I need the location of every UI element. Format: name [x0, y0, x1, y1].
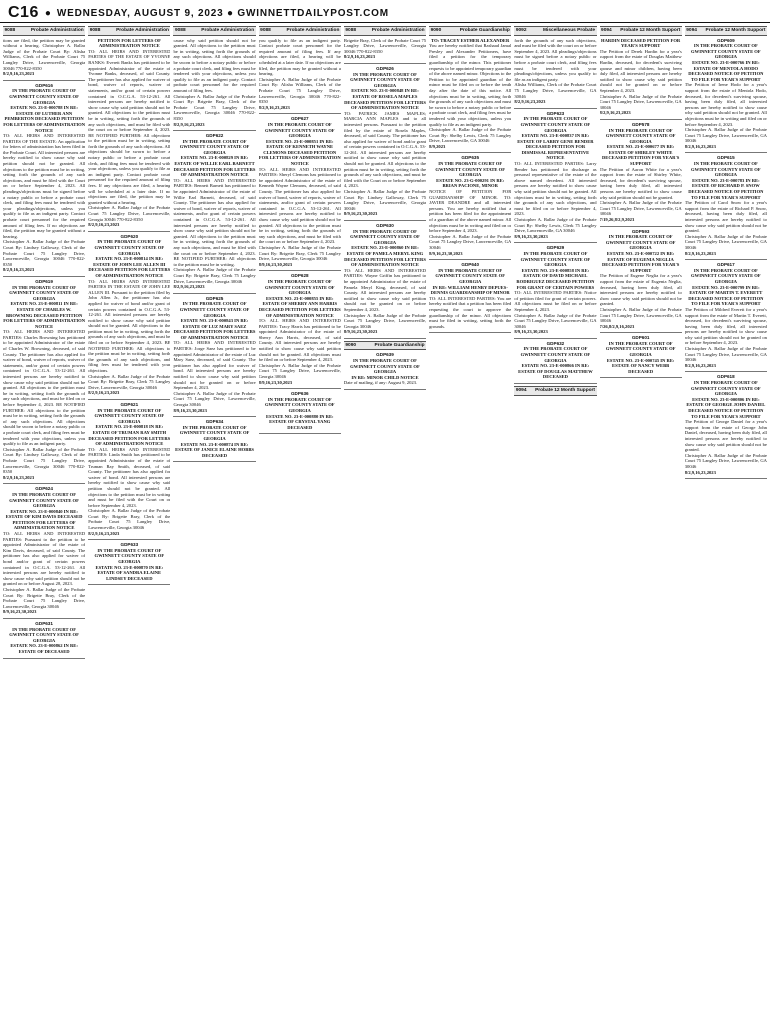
publication-dates: 8/2,9,16,23,2023 — [88, 530, 120, 536]
divider — [344, 338, 426, 339]
divider — [514, 242, 596, 243]
publication-dates: 8/9,16,23,30,2023 — [514, 329, 548, 335]
notice-code: GDP621 — [120, 402, 139, 407]
masthead — [0, 0, 770, 23]
publication-dates: 8/2,9,16,23,2023 — [258, 104, 290, 110]
legal-notice — [3, 621, 85, 655]
notice-code: GDP639 — [376, 352, 394, 358]
legal-notice — [344, 38, 426, 60]
column-9 — [685, 26, 767, 1026]
notice-body: The Petition of George Daniel for a year's support from the estate of George John Daniel, deceased, having been duly filed, all interested persons are hereby notified to show cause why said petition should not be granted. — [684, 419, 767, 453]
publication-dates: 8/2,9,16,23,2023 — [684, 362, 716, 368]
court-name: IN THE PROBATE COURT OF GWINNETT COUNTY STATE OF GEORGIA — [264, 278, 335, 296]
section-header — [514, 386, 596, 396]
notice-heading: ESTATE NO. 23-E-000866 IN RE: ESTATE OF DOUGLAS MATTHEW DECEASED — [518, 363, 593, 380]
notice-signature: Christopher A. Ballar Judge of the Probate Court 75 Langley Drive, Lawrenceville, Georgia 30046 — [258, 362, 341, 380]
divider — [3, 80, 85, 81]
notice-heading: ESTATE NO. 23-E-000745 IN RE: ESTATE OF NANCY WEBB DECEASED — [606, 357, 675, 374]
notice-signature: Christopher A. Ballar Judge of the Probate Court By: Shelby Lewis, Clerk 75 Langley Drive, Lawrenceville, GA 30046 — [514, 217, 597, 234]
section-code: 9088 — [4, 28, 16, 33]
court-name: IN THE PROBATE COURT OF GWINNETT COUNTY STATE OF GEORGIA — [179, 138, 250, 155]
notice-code: GDP620 — [120, 233, 139, 239]
divider — [3, 483, 85, 484]
divider — [514, 108, 596, 109]
notice-code: GDP626 — [376, 65, 394, 71]
publication-dates: 8/2,9,16,23,2023 — [3, 71, 35, 77]
notice-signature: Christopher A. Ballar Judge of the Probate Court 75 Langley Drive, Lawrenceville, GA 30046 — [684, 346, 767, 363]
notice-signature: Christopher A. Ballar Judge of the Probate Court By: Alisha Williams, Clerk of the Probate Court 75 Langley Drive, Lawrenceville, Georgia 30046 770-822-8350 — [258, 76, 341, 105]
notice-body: TO: ALL HEIRS AND INTERESTED PARTIES: Wayne Griffin has petitioned to be appointed Administrator of the estate of Pamela Meryl King, deceased, of said County. All interested persons are hereby notified to show cause why said petition should not be granted on or before September 4, 2023. — [343, 267, 427, 312]
publication-dates: 8/9,16,23,30,2023 — [258, 261, 293, 267]
divider — [88, 231, 170, 232]
divider — [88, 584, 170, 585]
legal-notice — [600, 229, 682, 330]
section-title: Probate Guardianship — [374, 342, 425, 348]
legal-notice — [514, 38, 596, 105]
notice-code: GDP618 — [717, 374, 735, 380]
notice-signature: Christopher A. Ballar Judge of the Probate Court 75 Langley Drive, Lawrenceville, Georgia 30046 — [173, 390, 256, 407]
legal-notice — [3, 486, 85, 615]
divider — [685, 478, 767, 479]
notice-signature: Christopher A. Ballar Judge of the Probate Court 75 Langley Drive, Lawrenceville, GA 30046 — [684, 233, 767, 250]
notice-heading: ESTATE NO. 23-E-000860 IN RE: ESTATE OF PAMELA MERYL KING DECEASED PETITION FOR LETTERS OF ADMINISTRATION NOTICE — [344, 245, 426, 268]
divider — [88, 539, 170, 540]
notice-heading: IN RE: WILLIAM HENRY DEPUES-DENNIS GUARDIANSHIP OF MINOR — [430, 284, 510, 296]
notice-code: GDP601 — [631, 335, 650, 341]
notice-heading: ESTATE NO. 23-E-000870 IN RE: ESTATE OF SANDRA ELAINE LINDSEY DECEASED — [95, 564, 164, 581]
publication-dates: 7/26,8/2,9,16,2023 — [599, 323, 635, 329]
section-title: Probate Administration — [116, 28, 169, 33]
notice-code: GDP619 — [35, 278, 53, 284]
publication-dates: 8/2,9,16,23,2023 — [684, 250, 716, 256]
notice-signature: Christopher A. Ballar Judge of the Probate Court By: Brigette Bray, Clerk of the Probate Court 75 Langley Drive, Lawrenceville, Georgia 30046 — [3, 587, 86, 609]
notice-code: GDP593 — [631, 228, 650, 234]
publication-dates: 8/9,16,23,30,2023 — [173, 407, 207, 413]
section-header — [685, 26, 767, 36]
notice-signature: Christopher A. Ballar Judge of the Probate Court By: Brigette Bray, Clerk 75 Langley Drive, Lawrenceville, Georgia 30046 — [173, 267, 256, 284]
legal-notice — [259, 116, 341, 267]
divider — [685, 152, 767, 153]
column-1 — [3, 26, 85, 1026]
notice-signature: Christopher A. Ballar Judge of the Probate Court By: Shelby Lewis, Clerk 75 Langley Drive, Lawrenceville, GA 30046 — [429, 127, 512, 144]
court-name: IN THE PROBATE COURT OF GWINNETT COUNTY STATE OF GEORGIA — [9, 88, 79, 105]
notice-code: GDP578 — [631, 121, 650, 127]
section-code: 9094 — [515, 388, 527, 394]
notice-code: GDP622 — [205, 133, 224, 139]
divider — [3, 276, 85, 277]
legal-notice — [429, 262, 511, 329]
section-code: 9088 — [345, 28, 357, 33]
section-code: 9092 — [515, 28, 527, 33]
notice-body: TO: ALL HEIRS AND INTERESTED PARTIES: Sheryl Clemons has petitioned to be appointed Administrator of the estate of Kenneth Wayne Clemons, deceased, of said County. The petitioner has also applied for waiver of bond, waiver of reports, waiver of statements, and/or grant of certain powers contained in O.C.G.A. 53-12-261. All interested persons are hereby notified to show cause why said petition should not be granted. All objections to the petition must be in writing, setting forth the grounds of any such objections, and must be filed with the court on or before September 4, 2023. — [258, 166, 341, 245]
notice-signature: Christopher A. Ballar Judge of the Probate Court By: Lindsey Galloway, Clerk 75 Langley Drive, Lawrenceville, Georgia 30046 — [343, 189, 427, 211]
notice-code: GDP635 — [461, 155, 480, 161]
notice-heading: ESTATE NO. 23-E-000880 IN RE: ESTATE OF CRYSTAL YANG DECEASED — [265, 413, 334, 430]
legal-notice — [429, 38, 511, 150]
notice-signature: Christopher A. Ballar Judge of the Probate Court 75 Langley Drive, Lawrenceville, GA 30046 — [599, 93, 682, 110]
notice-code: GDP616 — [35, 82, 53, 88]
section-title: Probate 12 Month Support — [705, 28, 766, 33]
notice-heading: ESTATE NO. 23-E-000766 IN RE: ESTATE OF MENTOLA HODO DECEASED NOTICE OF PETITION TO FILE FOR YEAR'S SUPPORT — [688, 59, 764, 82]
notice-heading: ESTATE NO. 23-G-000291 IN RE: BRIAN PACIONE, MINOR — [436, 177, 505, 189]
notice-heading: ESTATE NO. 23-E-000858 IN RE: ESTATE OF DAVID MICHAEL RODRIGUEZ DECEASED PETITION FOR GRANT OF CERTAIN POWERS — [516, 267, 595, 290]
legal-notice — [514, 341, 596, 380]
section-title: Probate 12 Month Support — [620, 28, 681, 33]
legal-notice — [3, 83, 85, 273]
legal-notice — [600, 38, 682, 116]
notice-body: TO: ALL HEIRS AND INTERESTED PARTIES: Jorge Saez has petitioned to be appointed Administrator of the estate of Luz Mary Saez, deceased, of said County. The petitioner has also applied for waiver of bond. All interested persons are hereby notified to show cause why said petition should not be granted on or before September 4, 2023. — [173, 340, 256, 391]
court-name: IN THE PROBATE COURT OF GWINNETT COUNTY STATE OF GEORGIA — [9, 626, 79, 643]
section-code: 9088 — [260, 28, 271, 33]
notice-heading: ESTATE NO. 23-E-000837 IN RE: ESTATE OF LARRY GENE BENDER DECEASED PETITION FOR DISMISSAL REPRESENTATIVE NOTICE — [517, 133, 594, 161]
notice-code: GDP636 — [290, 391, 309, 397]
notice-signature: Christopher A. Ballar Judge of the Probate Court By: Lindsey Galloway, Clerk of the Probate Court 75 Langley Drive, Lawrenceville, Georgia 30046 770-822-8350 — [3, 446, 86, 475]
court-name: IN THE PROBATE COURT OF GWINNETT COUNTY STATE OF GEORGIA — [691, 267, 761, 284]
publication-dates: 8/9,16,23,30,2023 — [3, 609, 37, 615]
legal-notice — [88, 234, 170, 396]
notice-body: The Petition of Derek Hardin for a year's support from the estate of Douglas Matthew Hardin, deceased, for decedent's surviving spouse and minor children, having been duly filed, all interested persons are hereby notified to show cause why said petition should not be granted on or before September 4, 2023. — [599, 48, 682, 93]
legal-notice — [3, 38, 85, 77]
notice-body: The Petition of Carol Snow for a year's support from the estate of Richard P. Snow, deceased, having been duly filed, all interested persons are hereby notified to show cause why said petition should not be granted. — [684, 200, 767, 234]
notice-heading: ESTATE NO. 23-E-000829 IN RE: ESTATE OF WILLIE EARL BARNETT DECEASED PETITION FOR LETTERS OF ADMINISTRATION NOTICE — [173, 155, 256, 178]
publication-dates: 8/2,9,16,23,2023 — [88, 222, 120, 228]
notice-body: tions are filed, the petition may be granted without a hearing. Christopher A. Ballar Judge of the Probate Court By: Alisha Williams, Clerk of the Probate Court 75 Langley Drive, Lawrenceville, Georgia 30046 770-822-8350 — [3, 37, 86, 71]
notice-body: TO: ALL INTERESTED PARTIES: Larry Bender has petitioned for discharge as personal representative of the estate of the above named decedent. All interested persons are hereby notified to show cause why said petition should not be granted. All objections must be in writing, setting forth the grounds of any such objections, and must be filed on or before September 4, 2023. — [514, 161, 597, 217]
court-name: IN THE PROBATE COURT OF GWINNETT COUNTY STATE OF GEORGIA — [520, 116, 591, 133]
notice-code: GDP633 — [120, 542, 139, 548]
court-name: IN THE PROBATE COURT OF GWINNETT COUNTY STATE OF GEORGIA — [9, 284, 79, 301]
court-name: IN THE PROBATE COURT OF GWINNETT COUNTY STATE OF GEORGIA — [94, 547, 165, 565]
divider — [3, 618, 85, 619]
section-code: 9088 — [174, 28, 186, 33]
notice-code: GDP617 — [717, 262, 735, 268]
notice-signature: Christopher A. Ballar Judge of the Probate Court 75 Langley Drive, Lawrenceville, Georgia 30046 770-822-8350 — [88, 205, 171, 222]
publication-dates: 8/2,9,16,23,2023 — [514, 99, 546, 105]
divider — [429, 152, 511, 153]
notice-body: TO: ALL HEIRS AND INTERESTED PARTIES: Pursuant to the petition to be appointed Administrator of the estate of Kim Davis, deceased, of said County. The petitioner has also applied for waiver of bond and/or grant of certain powers contained in O.C.G.A. 53-12-261. All interested persons are hereby notified to show cause why said petition should not be granted on or before August 28, 2023. — [3, 531, 86, 587]
court-name: IN THE PROBATE COURT OF GWINNETT COUNTY STATE OF GEORGIA — [179, 301, 250, 318]
notice-body: you qualify to file as an indigent party. Contact probate court personnel for the required amount of filing fees. If any objections are filed, a hearing will be scheduled at a later date. If no objections are filed, the petition may be granted without a hearing. — [258, 37, 341, 77]
legal-notice — [344, 66, 426, 217]
publication-dates: 8/2,9,16,23,2023 — [343, 54, 376, 60]
divider — [600, 226, 682, 227]
notice-heading: IN RE: MINOR CHILD NOTICE — [351, 374, 419, 380]
notice-body: Date of mailing, if any: August 9, 2023. — [343, 380, 418, 386]
notice-heading: ESTATE NO. 23-E-000811 IN RE: ESTATE OF CHARLES W. BROWNING DECEASED PETITION FOR LETTERS OF ADMINISTRATION NOTICE — [3, 301, 86, 329]
court-name: IN THE PROBATE COURT OF GWINNETT COUNTY STATE OF GEORGIA — [691, 380, 761, 397]
divider — [173, 130, 255, 131]
divider — [259, 433, 341, 434]
section-header — [173, 26, 255, 36]
notice-code: GDP625 — [205, 295, 224, 301]
divider — [259, 270, 341, 271]
publication-dates: 8/2,9,16,23,2023 — [173, 121, 205, 127]
notice-body: You are hereby notified that Rashaad Jamal Presley and Alexander Petitioners, have filed a petition for the temporary guardianship of the minor. This petitioner requests to be appointed temporary guardian of the above named minor. Objections to the Petition to be appointed guardian of the minor must be filed on or before the tenth day after the date of this notice. All objections must be in writing, setting forth the grounds of any such objections and must be sworn to before a notary public or before a probate court clerk, and filing fees must be tendered with your objections, unless you qualify to file as an indigent party. — [429, 43, 512, 127]
column-6 — [429, 26, 511, 1026]
publication-dates: 8/9,16,23,30,2023 — [343, 211, 378, 217]
notice-heading: ESTATE NO. 23-E-000722 IN RE: ESTATE OF EUGENIA NEGLIA DECEASED PETITION FOR YEAR'S SUPPORT — [601, 250, 680, 273]
notice-signature: Christopher A. Ballar Judge of the Probate Court 75 Langley Drive, Lawrenceville, GA 30046 — [514, 312, 597, 329]
column-3 — [173, 26, 255, 1026]
notice-signature: Christopher A. Ballar Judge of the Probate Court By: Brigette Bray, Clerk 75 Langley Drive, Lawrenceville, Georgia 30046 — [88, 373, 171, 390]
divider — [173, 416, 255, 417]
header-dateline: WEDNESDAY, AUGUST 9, 2023 ● GWINNETTDAILYPOST.COM — [56, 7, 389, 19]
notice-code: GDP615 — [717, 155, 735, 161]
notice-body: TO: ALL HEIRS AND INTERESTED PARTIES: Tracy Harris has petitioned to be appointed Administrator of the estate of Sherry Ann Harris, deceased, of said County. All interested persons are hereby notified to show cause why said petition should not be granted. All objections must be filed on or before September 4, 2023. — [258, 318, 341, 363]
publication-dates: 8/2,9,16,23,2023 — [599, 110, 631, 116]
divider — [429, 259, 511, 260]
section-title: Probate 12 Month Support — [535, 388, 596, 394]
divider — [173, 461, 255, 462]
notice-body: TO: ALL HEIRS AND INTERESTED PARTIES: Charles Browning has petitioned to be appointed Administrator of the estate of Charles W. Browning, deceased, of said County. The petitioner has also applied for waiver of bond, waiver of reports, waiver of statements, and/or grant of certain powers contained in O.C.G.A. 53-12-261. All interested persons are hereby notified to show cause why said petition should not be granted. All objections to the petition must be in writing, setting forth the grounds of any such objections, and must be filed on or before September 4, 2023. BE NOTIFIED FURTHER: All objections to the petition must be in writing, setting forth the grounds of any such objections. All objections should be sworn to before a notary public or a probate court clerk, and filing fees must be tendered with your objections, unless you qualify to file as an indigent party. — [3, 329, 86, 447]
notice-heading: ESTATE NO. 23-E-000862 IN RE: ESTATE OF DECEASED — [10, 643, 78, 654]
court-name: IN THE PROBATE COURT OF GWINNETT COUNTY STATE OF GEORGIA — [691, 43, 761, 60]
notice-body: The Petition of Eugene Neglia for a year's support from the estate of Eugenia Neglia, deceased, having been duly filed, all interested persons are hereby notified to show cause why said petition should not be granted. — [599, 273, 682, 307]
notice-signature: Christopher A. Ballar Judge of the Probate Court 75 Langley Drive, Lawrenceville, GA 30046 — [429, 233, 512, 250]
court-name: IN THE PROBATE COURT OF GWINNETT COUNTY STATE OF GEORGIA — [605, 127, 676, 144]
divider — [685, 259, 767, 260]
section-header — [429, 26, 511, 36]
divider — [259, 388, 341, 389]
notice-signature: Christopher A. Ballar Judge of the Probate Court 75 Langley Drive, Lawrenceville, Georgia 30046 — [343, 312, 427, 329]
notice-heading: ESTATE NO. 23-E-000806 IN RE: ESTATE OF GEORGE JOHN DANIEL DECEASED NOTICE OF PETITION TO FILE FOR YEAR'S SUPPORT — [686, 396, 766, 419]
notice-heading: ESTATE NO. 23-E-000783 IN RE: ESTATE OF RICHARD P. SNOW DECEASED NOTICE OF PETITION TO FILE FOR YEAR'S SUPPORT — [688, 177, 764, 200]
notice-body: NOTICE OF PETITION FOR GUARDIANSHIP OF MINOR. TO: JAVIER DEANDRE and all interested persons. You are hereby notified that a petition has been filed for the appointment of a guardian of the above named minor. All objections must be in writing and filed on or before September 4, 2023. — [429, 189, 512, 234]
court-name: IN THE PROBATE COURT OF GWINNETT COUNTY STATE OF GEORGIA — [94, 239, 165, 256]
notice-code: GDP628 — [290, 273, 309, 279]
notice-body: Brigette Bray, Clerk of the Probate Court 75 Langley Drive, Lawrenceville, Georgia 30046 770-822-8350 — [343, 37, 427, 54]
publication-dates: 8/9,16,23,30,2023 — [258, 379, 293, 385]
notice-body: TO: PATRICK JAMES MAPLES; MARCIA ANN MAPLES and to all interested persons. Pursuant to the petition filed by the estate of Rosela Maples, deceased, of said County. The petitioner has also applied for waiver of bond and/or grant of certain powers contained in O.C.G.A. 53-12-261. All interested persons are hereby notified to show cause why said petition should not be granted. All objections to the petition must be in writing, setting forth the grounds of any such objections, and must be filed with the Court on or before September 4, 2023. — [343, 110, 427, 189]
notice-body: TO: ALL INTERESTED PARTIES: You are hereby notified that a petition has been filed requesting the court to approve the guardianship of the minor. All objections must be filed in writing, setting forth the grounds. — [429, 295, 512, 329]
column-8 — [600, 26, 682, 1026]
legal-notice — [259, 391, 341, 430]
court-name: IN THE PROBATE COURT OF GWINNETT COUNTY STATE OF GEORGIA — [264, 396, 335, 413]
section-code: 9094 — [601, 28, 612, 33]
section-title: Probate Administration — [371, 28, 425, 33]
legal-notice — [173, 133, 255, 290]
notice-signature: Christopher A. Ballar Judge of the Probate Court 75 Langley Drive, Lawrenceville, GA 30046 — [599, 306, 682, 324]
notice-body: The Petition of Irene Hodo for a year's support from the estate of Mentola Hodo, deceased, for decedent's surviving spouse, having been duly filed, all interested persons are hereby notified to show cause why said petition should not be granted. All objections must be in writing and filed on or before September 4, 2023. — [684, 82, 767, 127]
legal-notice — [173, 419, 255, 458]
notice-signature: Christopher A. Ballar Judge of the Probate Court By: Lindsey Galloway, Clerk of the Probate Court 75 Langley Drive, Lawrenceville, Georgia 30046 770-822-8350 — [3, 239, 86, 267]
court-name: IN THE PROBATE COURT OF GWINNETT COUNTY STATE OF GEORGIA — [350, 71, 420, 88]
section-code: 9090 — [430, 28, 442, 33]
notice-signature: Christopher A. Ballar Judge of the Probate Court 75 Langley Drive, Lawrenceville, GA 30046 — [684, 127, 767, 144]
section-title: Probate Administration — [286, 28, 340, 33]
notice-heading: ESTATE NO. 23-E-000855 IN RE: ESTATE OF SHERRY ANN HARRIS DECEASED PETITION FOR LETTERS OF ADMINISTRATION NOTICE — [258, 295, 341, 318]
notice-code: GDP624 — [35, 486, 53, 492]
notice-body: The Petition of Aaron White for a year's support from the estate of Shirley White, deceased, for decedent's surviving spouse, having been duly filed, all interested persons are hereby notified to show cause why said petition should not be granted. — [599, 166, 682, 200]
court-name: IN THE PROBATE COURT OF GWINNETT COUNTY STATE OF GEORGIA — [605, 234, 676, 251]
notice-signature: Christopher A. Ballar Judge of the Probate Court By: Brigette Bray, Clerk of the Probate Court 75 Langley Drive, Lawrenceville, Georgia 30046 770-822-8350 — [173, 93, 256, 121]
section-header — [600, 26, 682, 36]
court-name: IN THE PROBATE COURT OF GWINNETT COUNTY STATE OF GEORGIA — [520, 250, 591, 268]
notice-code: GDP627 — [290, 116, 309, 122]
notice-body: TO: ALL HEIRS AND INTERESTED PARTIES IN THE ESTATE OF JOHN LEE ALLEN III. Pursuant to the petition filed by John Allen Jr., the petitioner has also applied for waiver of bond and/or grant of certain powers contained in O.C.G.A. 53-12-261. All interested persons are hereby notified to show cause why said petition should not be granted. All objections to the petition must be in writing, setting forth the grounds of any such objections, and must be filed on or before September 4, 2023. BE NOTIFIED FURTHER: All objections to the petition must be in writing, setting forth the grounds of any such objections, and filing fees must be tendered with your objections. — [88, 278, 171, 374]
column-5 — [344, 26, 426, 1026]
divider — [600, 119, 682, 120]
publication-dates: 8/9,16,23,30,2023 — [514, 233, 548, 239]
section-header — [3, 26, 85, 36]
notice-body: forth the grounds of any such objections, and must be filed with the court on or before September 4, 2023. All pleadings/objections must be signed before a notary public or before a probate court clerk, and filing fees must be tendered with your pleadings/objections, unless you qualify to file as an indigent party. — [514, 37, 597, 82]
legal-notice — [88, 402, 170, 536]
divider — [3, 658, 85, 659]
legal-notice — [600, 335, 682, 374]
notice-heading: ESTATE NO. 23-E-000799 IN RE: ESTATE OF MARTIN T. EVERETT DECEASED NOTICE OF PETITION TO FILE FOR YEAR'S SUPPORT — [688, 284, 764, 307]
divider — [685, 371, 767, 372]
legal-notice — [344, 352, 426, 386]
notice-heading: ESTATE NO. 23-E-000814 IN RE: ESTATE OF JOHN LEE ALLEN III DECEASED PETITION FOR LETTERS OF ADMINISTRATION NOTICE — [88, 256, 171, 278]
court-name: IN THE PROBATE COURT OF GWINNETT COUNTY STATE OF GEORGIA — [179, 424, 250, 441]
publication-dates: 7/19,26,8/2,9,2023 — [599, 217, 635, 222]
publication-dates: 8/2,9,16,23,2023 — [684, 469, 716, 475]
legal-notice — [259, 273, 341, 385]
court-name: IN THE PROBATE COURT OF GWINNETT COUNTY STATE OF GEORGIA — [9, 491, 79, 509]
legal-notice — [3, 279, 85, 480]
notice-body: TO: ALL HEIRS AND INTERESTED PARTIES: Bennett Barnett has petitioned to be appointed Administrator of the estate of Willie Earl Barnett, deceased, of said County. The petitioner has also applied for waiver of bond, waiver of reports, waiver of statements, and/or grant of certain powers contained in O.C.G.A. 53-12-261. All interested persons are hereby notified to show cause why said petition should not be granted. All objections to the petition must be in writing, setting forth the grounds of any such objections, and must be filed with the court on or before September 4, 2023. BE NOTIFIED FURTHER: All objections to the petition must be in writing. — [173, 177, 256, 267]
section-code: 9090 — [345, 342, 357, 348]
legal-notice — [685, 38, 767, 150]
legal-notice — [259, 38, 341, 111]
section-title: Probate Administration — [30, 28, 84, 33]
court-name: IN THE PROBATE COURT OF GWINNETT COUNTY STATE OF GEORGIA — [605, 340, 676, 358]
notice-heading: ESTATE NO. 23-E-000788 IN RE: ESTATE OF LUTHER ANN PEMBERTON DECEASED PETITION FOR LETTERS OF ADMINISTRATION NOTICE — [3, 105, 86, 133]
legal-notice — [429, 155, 511, 256]
notice-heading: ESTATE NO. 23-E-000874 IN RE: ESTATE OF JANICE ELAINE HOBBS DECEASED — [175, 441, 254, 458]
column-7 — [514, 26, 596, 1026]
notice-signature: Christopher A. Ballar Judge of the Probate Court 75 Langley Drive, Lawrenceville, GA 30046 — [684, 452, 767, 469]
section-header — [344, 341, 426, 351]
notice-heading: ESTATE NO. 23-E-000848 IN RE: ESTATE OF ROSELA MAPLES DECEASED PETITION FOR LETTERS OF ADMINISTRATION NOTICE — [344, 88, 426, 111]
page-number: C16 — [8, 4, 39, 21]
court-name: IN THE PROBATE COURT OF GWINNETT COUNTY STATE OF GEORGIA — [691, 161, 761, 178]
divider — [173, 293, 255, 294]
notice-heading: ESTATE NO. 23-E-000851 IN RE: ESTATE OF KENNETH WAYNE CLEMONS DECEASED PETITION FOR LETTERS OF ADMINISTRATION NOTICE — [258, 138, 341, 167]
legal-notice — [173, 38, 255, 128]
court-name: IN THE PROBATE COURT OF GWINNETT COUNTY STATE OF GEORGIA — [350, 358, 420, 375]
divider — [514, 338, 596, 339]
legal-notice — [514, 111, 596, 240]
notice-code: GDP634 — [205, 419, 224, 425]
notice-code: GDP609 — [717, 37, 735, 43]
court-name: IN THE PROBATE COURT OF GWINNETT COUNTY STATE OF GEORGIA — [520, 346, 591, 363]
section-header — [88, 26, 170, 36]
court-name: IN THE PROBATE COURT OF GWINNETT COUNTY STATE OF GEORGIA — [435, 161, 506, 178]
notice-signature: Christopher A. Ballar Judge of the Probate Court By: Brigette Bray, Clerk 75 Langley Drive, Lawrenceville, Georgia 30046 — [258, 244, 341, 262]
legal-notice — [88, 542, 170, 581]
court-name: IN THE PROBATE COURT OF GWINNETT COUNTY STATE OF GEORGIA — [94, 407, 165, 424]
notice-body: The Petition of Mildred Everett for a year's support from the estate of Martin T. Everett, deceased, for decedent's surviving spouse, having been duly filed, all interested persons are hereby notified to show cause why said petition should not be granted on or before September 4, 2023. — [684, 306, 767, 346]
section-code: 9094 — [686, 28, 697, 33]
divider — [514, 383, 596, 384]
publication-dates: 8/2,9,16,23,2023 — [173, 284, 205, 290]
publication-dates: 8/2,9,16,23,2023 — [684, 143, 716, 149]
legal-notice — [685, 155, 767, 256]
court-name: IN THE PROBATE COURT OF GWINNETT COUNTY STATE OF GEORGIA — [435, 267, 506, 284]
notice-heading: HARDIN DECEASED PETITION FOR YEAR'S SUPPORT — [601, 37, 681, 49]
divider — [259, 113, 341, 114]
notice-body: TO: ALL INTERESTED PARTIES: Notice of petition filed for grant of certain powers. All objections must be filed on or before September 4, 2023. — [514, 290, 597, 312]
column-4 — [259, 26, 341, 1026]
section-header — [259, 26, 341, 36]
publication-dates: 8/2,9,16,23,2023 — [3, 474, 35, 480]
publication-dates: 8/9,16,23,30,2023 — [343, 329, 378, 335]
notice-heading: ESTATE NO. 23-E-000677 IN RE: ESTATE OF SHIRLEY WHITE DECEASED PETITION FOR YEAR'S SUPPORT — [601, 144, 680, 167]
notice-code: GDP623 — [546, 110, 565, 116]
notice-body: cause why said petition should not be granted. All objections to the petition must be in writing, setting forth the grounds of any such objections. All objections should be sworn to before a notary public or before a probate court clerk, and filing fees must be tendered with your objections, unless you qualify to file as an indigent party. Contact probate court personnel for the required amount of filing fees. — [173, 37, 256, 93]
section-header — [344, 26, 426, 36]
legal-notice — [514, 245, 596, 335]
notice-code: GDP629 — [546, 245, 565, 251]
notice-body: TO: ALL HEIRS AND INTERESTED PARTIES OF THE ESTATE OF YVONNE BANKS: Everett Banks has petitioned to be appointed Administrator of the estate of Yvonne Banks, deceased, of said County. The petitioner has also applied for waiver of bond, waiver of reports, waiver of statements, and/or grant of certain powers contained in O.C.G.A. 53-12-261. All interested persons are hereby notified to show cause why said petition should not be granted. All objections to the petition must be in writing, setting forth the grounds of any such objections, and must be filed with the court on or before September 4, 2023. BE NOTIFIED FURTHER: All objections to the petition must be in writing, setting forth the grounds of any such objections. All objections should be sworn to before a notary public or before a probate court clerk, and filing fees must be tendered with your objections, unless you qualify to file as an indigent party. Contact probate court personnel for the required amount of filing fees. If any objections are filed, a hearing will be scheduled at a later date. If no objections are filed, the petition may be granted without a hearing. — [88, 48, 171, 205]
column-2 — [88, 26, 170, 1026]
notice-code: GDP630 — [376, 223, 394, 228]
legal-notice — [88, 38, 170, 228]
publication-dates: 8/2,9,16,23,2023 — [88, 390, 120, 396]
legal-notice — [344, 223, 426, 335]
notice-body: TO: ALL HEIRS AND INTERESTED PARTIES OF THE ESTATE: An application for letters of administration has been filed in the Probate Court. All interested persons are hereby notified to show cause why said petition should not be granted. All objections to the petition must be in writing, setting forth the grounds of any such objections, and must be filed with the Court on or before September 4, 2023. All pleadings/objections must be signed before a notary public or before a probate court clerk, and filing fees must be tendered with your pleadings/objections, unless you qualify to file as an indigent party. Contact probate court personnel for the required amount of filing fees. If no objections are filed, the petition may be granted without a hearing. — [3, 133, 86, 239]
section-title: Miscellaneous Probate — [543, 28, 596, 33]
legal-notice — [600, 122, 682, 223]
publication-dates: 8/9,16,23,30,2023 — [429, 250, 463, 256]
notice-heading: ESTATE NO. 23-E-000818 IN RE: ESTATE OF TRUMAN RAY SMITH DECEASED PETITION FOR LETTERS OF ADMINISTRATION NOTICE — [88, 424, 171, 447]
notice-body: TO: ALL HEIRS AND INTERESTED PARTIES: Linda Smith has petitioned to be appointed Administrator of the estate of Truman Ray Smith, deceased, of said County. The petitioner has also applied for waiver of bond. All interested persons are hereby notified to show cause why said petition should not be granted. All objections to the petition must be in writing and must be filed with the Court on or before September 4, 2023. — [88, 446, 171, 508]
publication-dates: 8/9,2023 — [429, 143, 446, 149]
notice-code: GDP631 — [35, 620, 53, 626]
legal-notices-columns — [0, 23, 770, 1026]
legal-notice — [685, 262, 767, 368]
notice-code: GDP640 — [461, 262, 480, 268]
notice-signature: Christopher A. Ballar Judge of the Probate Court By: Brigette Bray, Clerk of the Probate Court 75 Langley Drive, Lawrenceville, Georgia 30046 — [88, 508, 171, 531]
notice-heading: PETITION FOR LETTERS OF ADMINISTRATION NOTICE — [97, 37, 161, 49]
notice-heading: ESTATE NO. 23-E-000840 IN RE: ESTATE OF KIM DAVIS DECEASED PETITION FOR LETTERS OF ADMINISTRATION NOTICE — [5, 508, 83, 531]
notice-signature: Alisha Williams, Clerk of the Probate Court 75 Langley Drive, Lawrenceville, GA 30046 — [514, 82, 597, 99]
divider — [344, 63, 426, 64]
legal-notice — [685, 374, 767, 475]
notice-heading: ESTATE NO. 23-E-000843 IN RE: ESTATE OF LUZ MARY SAEZ DECEASED PETITION FOR LETTERS OF ADMINISTRATION NOTICE — [173, 318, 256, 340]
section-header — [514, 26, 596, 36]
section-title: Probate Guardianship — [459, 28, 510, 33]
bullet-icon: ● — [44, 7, 51, 19]
divider — [600, 377, 682, 378]
publication-dates: 8/2,9,16,23,2023 — [3, 267, 35, 273]
divider — [600, 332, 682, 333]
notice-heading: TO: TRACEY ESTHER ALEXANDER — [431, 37, 510, 43]
notice-code: GDP632 — [546, 340, 565, 346]
court-name: IN THE PROBATE COURT OF GWINNETT COUNTY STATE OF GEORGIA — [350, 228, 420, 245]
legal-notice — [173, 296, 255, 413]
notice-signature: Christopher A. Ballar Judge of the Probate Court 75 Langley Drive, Lawrenceville, GA 30046 — [599, 200, 682, 217]
divider — [344, 389, 426, 390]
divider — [429, 332, 511, 333]
section-title: Probate Administration — [201, 28, 255, 33]
section-code: 9088 — [89, 28, 101, 33]
court-name: IN THE PROBATE COURT OF GWINNETT COUNTY STATE OF GEORGIA — [264, 121, 335, 139]
divider — [344, 220, 426, 221]
divider — [88, 399, 170, 400]
